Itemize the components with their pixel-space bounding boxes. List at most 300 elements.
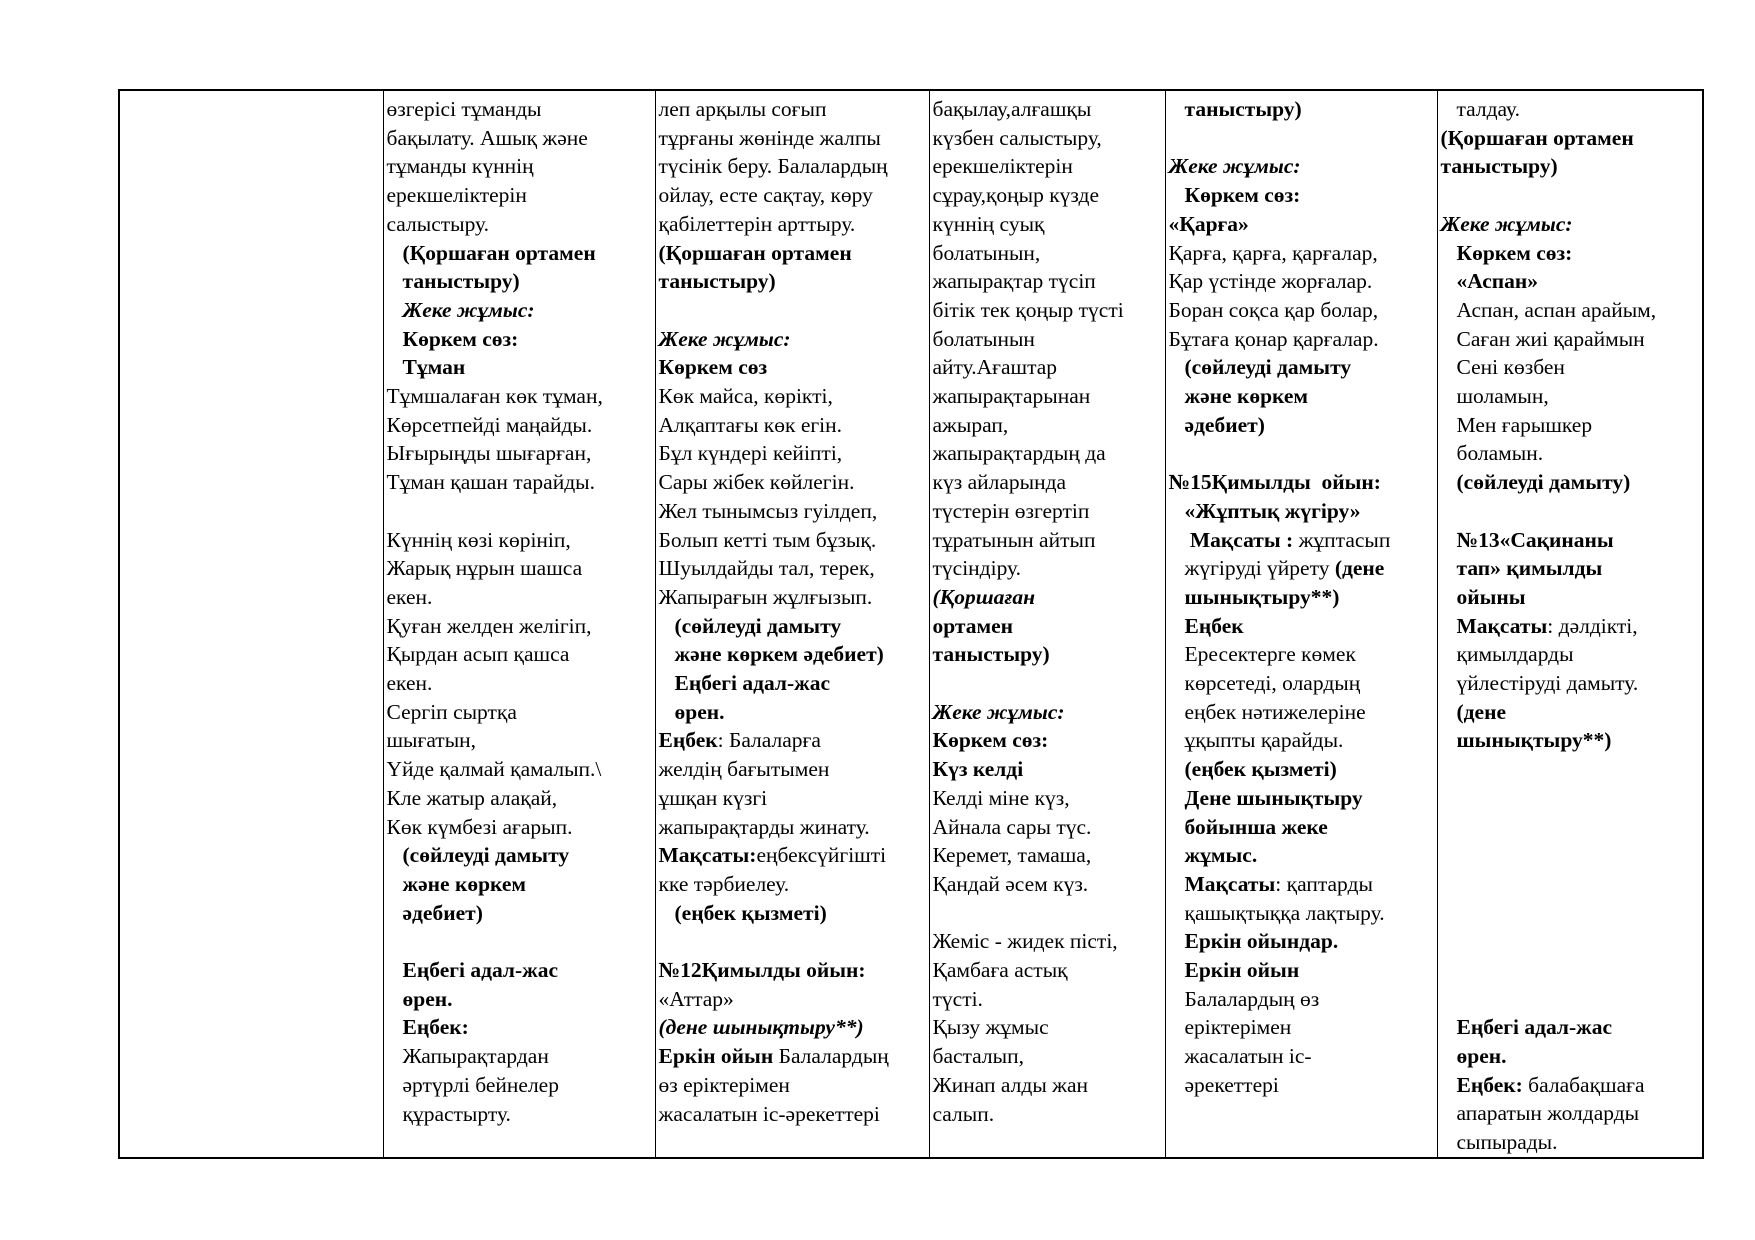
text-run: Көк күмбезі ағарып.: [386, 814, 573, 839]
text-run: Көркем сөз: [658, 355, 768, 380]
text-run: таныстыру): [1440, 154, 1558, 179]
text-line: [1441, 755, 1700, 784]
text-line: [1169, 526, 1434, 555]
text-line: [933, 411, 1162, 440]
text-run: сыпырады.: [1456, 1130, 1558, 1155]
text-line: [933, 612, 1162, 641]
text-run: «Қарға»: [1168, 211, 1249, 236]
text-run: Еңбек: [658, 728, 718, 753]
text-line: [387, 755, 652, 784]
text-run: (еңбек қызметі): [674, 900, 827, 925]
text-line: [1169, 382, 1434, 411]
text-run: тұратынын айтып: [932, 527, 1096, 552]
column-kuz-keldi: [929, 90, 1165, 1158]
text-run: Еңбек: [1184, 613, 1244, 638]
text-run: кке тәрбиелеу.: [658, 871, 790, 896]
text-run: тұрғаны жөнінде жалпы: [658, 125, 881, 150]
text-run: ойыны: [1456, 584, 1526, 609]
text-line: [1441, 899, 1700, 928]
text-run: Қызу жұмыс: [932, 1015, 1049, 1040]
text-run: Жеке жұмыс:: [402, 297, 535, 322]
text-run: бойынша жеке: [1184, 814, 1328, 839]
text-line: [659, 1013, 926, 1042]
text-line: [387, 698, 652, 727]
text-line: [387, 296, 652, 325]
text-line: [1169, 296, 1434, 325]
text-run-tail: : қаптарды: [1275, 871, 1373, 896]
text-line: [387, 612, 652, 641]
text-run: (еңбек қызметі): [1184, 757, 1337, 782]
text-line: [933, 927, 1162, 956]
text-run: шынықтыру**): [1456, 728, 1612, 753]
text-run: Жеке жұмыс:: [658, 326, 791, 351]
text-run: ұшқан күзгі: [658, 785, 768, 810]
text-line: [933, 468, 1162, 497]
text-run: Мен ғарышкер: [1456, 412, 1593, 437]
text-line: [387, 554, 652, 583]
text-line: [933, 353, 1162, 382]
text-run: еңбек нәтижелеріне: [1184, 699, 1366, 724]
text-line: [1441, 95, 1700, 124]
text-line: [1441, 726, 1700, 755]
text-run: бақылату. Ашық және: [386, 125, 588, 150]
text-line: [933, 583, 1162, 612]
text-run: қашықтыққа лақтыру.: [1184, 900, 1385, 925]
text-run: Мақсаты: [1456, 613, 1548, 638]
text-line: [1441, 870, 1700, 899]
text-run: тап» қимылды: [1456, 556, 1603, 581]
text-line: [933, 95, 1162, 124]
text-line: [933, 497, 1162, 526]
text-line: [933, 698, 1162, 727]
text-line: [659, 1042, 926, 1071]
text-line: [659, 239, 926, 268]
text-run: №13«Сақинаны: [1456, 527, 1614, 552]
text-run-tail: : Балаларға: [717, 728, 821, 753]
text-run: құрастырту.: [402, 1101, 511, 1126]
text-line: [659, 956, 926, 985]
text-run: Аспан, аспан арайым,: [1456, 297, 1657, 322]
text-line: [1441, 1099, 1700, 1128]
text-line: [1169, 899, 1434, 928]
text-line: [1441, 439, 1700, 468]
text-line: [933, 1042, 1162, 1071]
text-line: [659, 640, 926, 669]
text-line: [659, 698, 926, 727]
text-line: [387, 181, 652, 210]
text-run: әдебиет): [1184, 412, 1265, 437]
text-line: [387, 956, 652, 985]
text-run: Алқаптағы көк егін.: [658, 412, 843, 437]
text-run: өрен.: [1456, 1044, 1507, 1069]
text-line: [1441, 784, 1700, 813]
text-run: және көркем: [402, 871, 527, 896]
text-run: Кле жатыр алақай,: [386, 785, 558, 810]
column-qarga: [1165, 90, 1437, 1158]
text-run: жапырақтарды жинату.: [658, 814, 870, 839]
text-run: түсінік беру. Балалардың: [658, 154, 888, 179]
text-line: [1441, 640, 1700, 669]
column-empty: [119, 90, 383, 1158]
text-run: түсті.: [932, 986, 983, 1011]
text-line: [1169, 813, 1434, 842]
text-run: күз айларында: [932, 470, 1067, 495]
text-run: (Қоршаған: [932, 584, 1036, 609]
text-line: [387, 1013, 652, 1042]
text-run: (сөйлеуді дамыту: [1184, 355, 1352, 380]
text-run: Жеке жұмыс:: [932, 699, 1065, 724]
text-line: [933, 382, 1162, 411]
text-run: жапырақтардың да: [932, 441, 1106, 466]
text-run: Көркем сөз:: [1456, 240, 1573, 265]
text-line: [933, 640, 1162, 669]
text-line: [387, 382, 652, 411]
text-line: [933, 899, 1162, 928]
text-run: (сөйлеуді дамыту: [402, 843, 570, 868]
text-line: [1169, 1071, 1434, 1100]
text-run: екен.: [386, 584, 433, 609]
text-run: және көркем әдебиет): [674, 642, 884, 667]
text-run: Болып кетті тым бұзық.: [658, 527, 877, 552]
text-line: [933, 124, 1162, 153]
text-line: [1441, 813, 1700, 842]
text-line: [933, 726, 1162, 755]
text-run: Үйде қалмай қамалып.\: [386, 757, 602, 782]
text-run: көрсетеді, олардың: [1184, 671, 1361, 696]
text-line: [387, 669, 652, 698]
text-run: Жеке жұмыс:: [1168, 154, 1301, 179]
text-run: Көркем сөз:: [402, 326, 519, 351]
text-run: ажырап,: [932, 412, 1009, 437]
text-run: Еңбек:: [402, 1015, 469, 1040]
text-run: Қамбаға астық: [932, 958, 1068, 983]
text-run: жасалатын іс-әрекеттері: [658, 1101, 880, 1126]
text-line: [387, 1071, 652, 1100]
text-line: [387, 124, 652, 153]
text-run: үйлестіруді дамыту.: [1456, 671, 1639, 696]
text-run: Ығырыңды шығарған,: [386, 441, 592, 466]
text-line: [659, 181, 926, 210]
text-run: өзгерісі тұманды: [386, 97, 542, 121]
text-line: [659, 669, 926, 698]
text-line: [387, 95, 652, 124]
text-line: [1169, 152, 1434, 181]
text-line: [933, 296, 1162, 325]
text-line: [1441, 612, 1700, 641]
text-run: шығатын,: [386, 728, 477, 753]
text-run: екен.: [386, 671, 433, 696]
text-line: [1169, 95, 1434, 124]
text-run: таныстыру): [1184, 97, 1302, 121]
text-run: леп арқылы соғып: [658, 97, 827, 121]
text-line: [1169, 784, 1434, 813]
text-run: басталып,: [932, 1044, 1024, 1069]
text-run: қимылдарды: [1456, 642, 1574, 667]
text-line: [659, 152, 926, 181]
text-run: Мақсаты: [1184, 871, 1276, 896]
text-line: [387, 841, 652, 870]
text-line: [659, 841, 926, 870]
text-line: [1441, 296, 1700, 325]
text-line: [659, 325, 926, 354]
text-line: [933, 439, 1162, 468]
text-run: таныстыру): [402, 269, 520, 294]
text-run-tail: Балалардың: [773, 1044, 889, 1069]
text-run: түстерін өзгертіп: [932, 498, 1090, 523]
text-run: (дене: [1456, 699, 1507, 724]
text-run: жасалатын іс-: [1184, 1044, 1312, 1069]
text-line: [1169, 1013, 1434, 1042]
text-line: [1441, 497, 1700, 526]
text-line: [1441, 554, 1700, 583]
text-line: [387, 526, 652, 555]
text-line: [659, 497, 926, 526]
text-run: қабілеттерін арттыру.: [658, 211, 856, 236]
text-line: [659, 210, 926, 239]
text-line: [1169, 210, 1434, 239]
text-line: [1169, 439, 1434, 468]
text-run: Айнала сары түс.: [932, 814, 1092, 839]
text-line: [1169, 669, 1434, 698]
text-line: [1441, 669, 1700, 698]
text-run: Еңбек:: [1456, 1072, 1523, 1097]
text-line: [387, 152, 652, 181]
text-line: [659, 784, 926, 813]
text-run: Мақсаты:: [658, 843, 757, 868]
text-line: [933, 956, 1162, 985]
text-run-bold-tail: (дене: [1329, 556, 1385, 581]
text-run: Сары жібек көйлегін.: [658, 470, 855, 495]
text-run-tail: жұптасып: [1293, 527, 1391, 552]
text-run: Еңбегі адал-жас: [402, 958, 559, 983]
text-line: [1441, 353, 1700, 382]
text-run: «Жұптық жүгіру»: [1184, 498, 1361, 523]
text-line: [933, 1100, 1162, 1129]
text-line: [1441, 411, 1700, 440]
text-line: [1441, 698, 1700, 727]
text-line: [1441, 526, 1700, 555]
text-run: жапырақтарынан: [932, 384, 1091, 409]
text-line: [659, 1100, 926, 1129]
text-run: бақылау,алғашқы: [932, 97, 1092, 121]
text-line: [659, 526, 926, 555]
text-run: (сөйлеуді дамыту: [674, 613, 842, 638]
text-line: [1169, 870, 1434, 899]
text-run-tail: еңбексүйгішті: [756, 843, 887, 868]
text-line: [933, 267, 1162, 296]
text-line: [1169, 841, 1434, 870]
text-line: [387, 353, 652, 382]
text-run: жапырақтар түсіп: [932, 269, 1096, 294]
text-line: [1169, 698, 1434, 727]
text-run: Ересектерге көмек: [1184, 642, 1356, 667]
text-line: [1441, 382, 1700, 411]
text-line: [659, 468, 926, 497]
text-run: Көркем сөз:: [932, 728, 1049, 753]
text-line: [659, 726, 926, 755]
text-line: [1441, 1013, 1700, 1042]
text-line: [659, 296, 926, 325]
text-run: жұмыс.: [1184, 843, 1258, 868]
text-line: [659, 1071, 926, 1100]
text-line: [1441, 267, 1700, 296]
text-run-tail: балабақшаға: [1522, 1072, 1645, 1097]
text-line: [659, 755, 926, 784]
text-run: Қар үстінде жорғалар.: [1168, 269, 1373, 294]
text-line: [659, 382, 926, 411]
text-run: Күз келді: [932, 757, 1024, 782]
text-line: [387, 468, 652, 497]
text-run: өз еріктерімен: [658, 1072, 790, 1097]
text-line: [659, 985, 926, 1014]
text-run: Тұман қашан тарайды.: [386, 470, 595, 495]
text-line: [387, 870, 652, 899]
text-run: әртүрлі бейнелер: [402, 1072, 559, 1097]
text-line: [933, 210, 1162, 239]
text-line: [1441, 985, 1700, 1014]
text-run: желдің бағытымен: [658, 757, 830, 782]
text-line: [933, 181, 1162, 210]
text-run: шоламын,: [1456, 384, 1549, 409]
text-line: [1441, 956, 1700, 985]
text-run: Қырдан асып қашса: [386, 642, 570, 667]
text-run: ерекшеліктерін: [932, 154, 1073, 179]
text-run: Мақсаты :: [1184, 527, 1294, 552]
text-line: [659, 124, 926, 153]
text-line: [387, 640, 652, 669]
text-run: Тұмшалаған көк тұман,: [386, 384, 603, 409]
text-run: Сергіп сыртқа: [386, 699, 517, 724]
text-run: Жарық нұрын шашса: [386, 556, 583, 581]
text-run: Сені көзбен: [1456, 355, 1565, 380]
text-run: айту.Ағаштар: [932, 355, 1058, 380]
text-line: [387, 899, 652, 928]
text-line: [1169, 325, 1434, 354]
text-run: ұқыпты қарайды.: [1184, 728, 1344, 753]
text-line: [933, 1071, 1162, 1100]
text-line: [659, 612, 926, 641]
text-line: [387, 411, 652, 440]
text-line: [1441, 927, 1700, 956]
text-line: [1441, 841, 1700, 870]
text-run: №15Қимылды ойын:: [1168, 470, 1381, 495]
schedule-table: [118, 89, 1704, 1159]
text-line: [1441, 181, 1700, 210]
text-line: [659, 870, 926, 899]
text-run: тұманды күннің: [386, 154, 534, 179]
text-run: ойлау, есте сақтау, көру: [658, 183, 873, 208]
text-run: Жеміс - жидек пісті,: [932, 929, 1118, 954]
text-line: [387, 267, 652, 296]
text-run: болатынын: [932, 326, 1035, 351]
text-line: [1169, 583, 1434, 612]
text-run: жүгіруді үйрету: [1184, 556, 1330, 581]
table-row: [119, 90, 1703, 1158]
text-run: апаратын жолдарды: [1456, 1101, 1640, 1126]
text-run: өрен.: [402, 986, 453, 1011]
text-line: [1169, 181, 1434, 210]
text-run: Боран соқса қар болар,: [1168, 297, 1379, 322]
text-run: Бұтаға қонар қарғалар.: [1168, 326, 1379, 351]
text-run: Еңбегі адал-жас: [674, 671, 831, 696]
text-run: әдебиет): [402, 900, 483, 925]
text-run: Көрсетпейді маңайды.: [386, 412, 593, 437]
text-line: [1169, 927, 1434, 956]
text-run: Еркін ойын: [658, 1044, 774, 1069]
text-line: [659, 899, 926, 928]
text-line: [1441, 325, 1700, 354]
text-run: Көк майса, көрікті,: [658, 384, 833, 409]
text-line: [1441, 1071, 1700, 1100]
text-line: [1441, 210, 1700, 239]
text-line: [933, 526, 1162, 555]
text-line: [387, 726, 652, 755]
text-run: күзбен салыстыру,: [932, 125, 1102, 150]
text-line: [1169, 411, 1434, 440]
text-run: Еркін ойындар.: [1184, 929, 1339, 954]
text-line: [387, 985, 652, 1014]
text-run: күннің суық: [932, 211, 1045, 236]
text-line: [659, 927, 926, 956]
text-run: «Аспан»: [1456, 269, 1539, 294]
text-run: Қандай әсем күз.: [932, 871, 1089, 896]
text-run: боламын.: [1456, 441, 1544, 466]
text-line: [933, 784, 1162, 813]
text-run: Келді міне күз,: [932, 785, 1070, 810]
text-line: [387, 583, 652, 612]
text-run: Жапырақтардан: [402, 1044, 549, 1069]
text-run: Жеке жұмыс:: [1440, 211, 1573, 236]
text-run: болатынын,: [932, 240, 1041, 265]
text-line: [933, 325, 1162, 354]
text-line: [933, 554, 1162, 583]
text-line: [933, 755, 1162, 784]
text-run: Бұл күндері кейіпті,: [658, 441, 843, 466]
text-run: Жел тынымсыз гуілдеп,: [658, 498, 878, 523]
text-line: [1169, 124, 1434, 153]
text-line: [659, 439, 926, 468]
text-line: [1441, 152, 1700, 181]
text-line: [933, 669, 1162, 698]
text-run: (сөйлеуді дамыту): [1456, 470, 1631, 495]
text-run: әрекеттері: [1184, 1072, 1279, 1097]
text-line: [1169, 554, 1434, 583]
text-run: Шуылдайды тал, терек,: [658, 556, 875, 581]
text-line: [387, 325, 652, 354]
text-run: өрен.: [674, 699, 725, 724]
text-line: [387, 1042, 652, 1071]
text-line: [1169, 1042, 1434, 1071]
text-line: [1169, 755, 1434, 784]
text-line: [933, 841, 1162, 870]
text-run: Жинап алды жан: [932, 1072, 1089, 1097]
column-kok-maisa: [655, 90, 929, 1158]
text-line: [933, 813, 1162, 842]
text-line: [1441, 124, 1700, 153]
text-line: [659, 411, 926, 440]
text-run: Балалардың өз: [1184, 986, 1320, 1011]
text-run: және көркем: [1184, 384, 1309, 409]
column-tuman: [383, 90, 655, 1158]
text-run: (дене шынықтыру**): [658, 1015, 864, 1040]
text-line: [659, 267, 926, 296]
text-line: [1169, 239, 1434, 268]
text-line: [1169, 956, 1434, 985]
text-run: ортамен: [932, 613, 1014, 638]
text-line: [387, 239, 652, 268]
text-run: «Аттар»: [658, 986, 734, 1011]
text-line: [1169, 985, 1434, 1014]
